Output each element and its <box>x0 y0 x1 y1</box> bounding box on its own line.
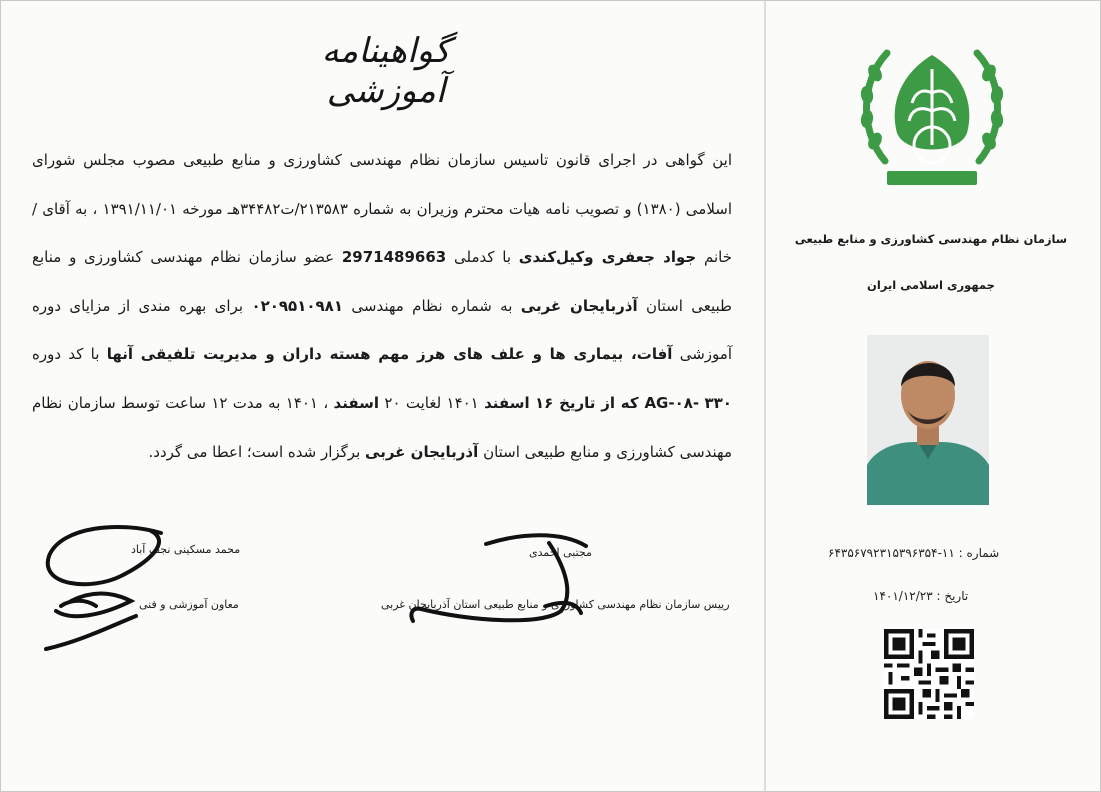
sidebar-org <box>781 216 1081 308</box>
body-line-4b: به شماره نظام مهندسی <box>351 296 513 315</box>
agriculture-org-emblem-icon <box>857 33 1007 191</box>
number-label: شماره : <box>958 546 1000 560</box>
left-signer-name: محمد مسکینی نجف آباد <box>131 543 241 556</box>
vertical-divider <box>764 1 766 791</box>
left-signer-role: معاون آموزشی و فنی <box>139 598 239 611</box>
body-line-5b: با کد دوره <box>32 345 100 364</box>
body-line-4a: منابع طبیعی استان <box>32 248 732 315</box>
body-line-3a: به آقای / خانم <box>32 199 732 267</box>
body-line-7a: مهندسی کشاورزی و منابع طبیعی استان <box>483 442 732 461</box>
certificate-title: گواهینامه آموزشی <box>321 31 451 111</box>
province-2: آذربایجان غربی <box>365 442 479 461</box>
date-label: تاریخ : <box>936 589 969 603</box>
certificate-date <box>873 589 968 603</box>
certificate-body <box>32 136 732 476</box>
center-signer-role: رییس سازمان نظام مهندسی کشاورزی و منابع طبیعی استان آذربایجان غربی <box>381 598 730 611</box>
body-line-6a: ۳۳۰ که از تاریخ ۱۶ <box>534 393 732 412</box>
province: آذربایجان غربی <box>520 296 638 315</box>
number-value: ۱۱-۶۴۳۵۶۷۹۲۳۱۵۳۹۶۳۵۴ <box>828 546 955 560</box>
body-line-4c: برای بهره مندی از مزایای دوره <box>32 296 244 315</box>
course-code: AG-۰۸- <box>644 393 700 412</box>
body-line-3b: با کدملی <box>454 248 512 267</box>
org-country: جمهوری اسلامی ایران <box>867 278 995 292</box>
body-line-7b: برگزار شده است؛ اعطا می گردد. <box>148 442 361 461</box>
member-name: جواد جعفری وکیل‌کندی <box>518 248 697 267</box>
body-line-6c: ، ۱۴۰۱ به مدت ۱۲ ساعت توسط سازمان نظام <box>32 393 329 412</box>
center-signer-name: مجتبی احمدی <box>529 546 592 559</box>
engineering-number: ۰۲۰۹۵۱۰۹۸۱ <box>251 296 343 315</box>
org-name: سازمان نظام مهندسی کشاورزی و منابع طبیعی <box>794 232 1068 246</box>
date-value: ۱۴۰۱/۱۲/۲۳ <box>873 589 933 603</box>
national-id: 2971489663 <box>341 248 447 267</box>
body-line-1: این گواهی در اجرای قانون تاسیس سازمان نظام مهندسی کشاورزی و منابع طبیعی مصوب مجلس شورای <box>32 151 732 169</box>
course-title: آفات، بیماری ها و علف های هرز مهم هسته داران و مدیریت تلفیقی آنها <box>106 345 673 364</box>
body-line-3c: عضو سازمان نظام مهندسی کشاورزی و <box>69 248 335 267</box>
body-line-5a: آموزشی <box>679 345 732 364</box>
member-photo <box>867 335 989 505</box>
certificate-number <box>828 546 999 560</box>
body-line-2: اسلامی (۱۳۸۰) و تصویب نامه هیات محترم وزیران به شماره ۲۱۳۵۸۳/ت۳۴۴۸۲هـ مورخه ۱۳۹۱/۱۱/۰۱ ، <box>92 199 733 218</box>
start-month: اسفند <box>484 393 530 412</box>
end-month: اسفند <box>333 393 380 412</box>
body-line-6b: ۱۴۰۱ لغایت ۲۰ <box>384 393 479 412</box>
qr-code-icon[interactable] <box>884 629 974 719</box>
